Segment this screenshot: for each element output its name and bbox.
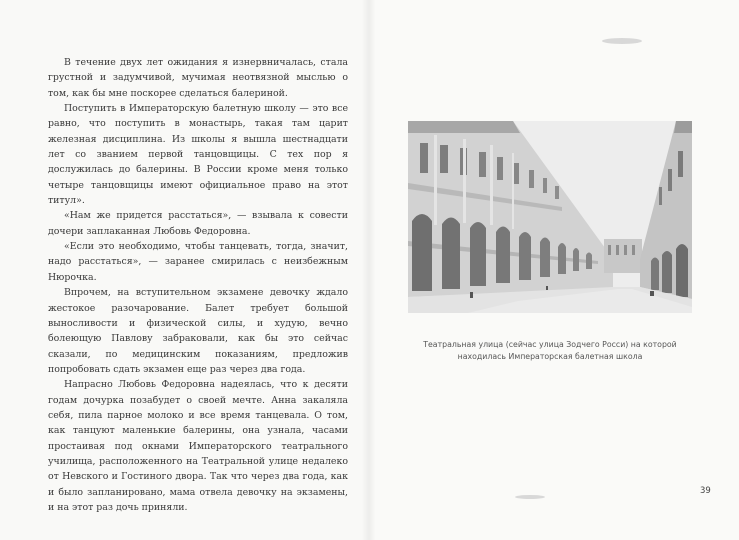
paragraph: Впрочем, на вступительном экзамене девочку ждало жестокое разочарование. Балет требует большой выносливости и физической силы, и худую, вечно болеющую Павлову забраковали, как бы это сейчас сказали, по медицинским показаниям, предложив попробовать сдать экзамен еще раз через два года. [48, 287, 348, 375]
scan-artifact [515, 495, 545, 499]
left-page [0, 0, 369, 540]
paragraph: «Нам же придется расстаться», — взывала к совести дочери заплаканная Любовь Федоровна. [48, 210, 348, 237]
paragraph: «Если это необходимо, чтобы танцевать, тогда, значит, надо расстаться», — заранее смирилась с неизбежным Нюрочка. [48, 241, 348, 283]
body-text [48, 55, 348, 515]
book-gutter [362, 0, 376, 540]
photo-caption: Театральная улица (сейчас улица Зодчего Росси) на которой находилась Императорская балетная школа [423, 340, 677, 361]
page-number: 39 [700, 486, 711, 496]
scan-artifact [602, 38, 642, 44]
paragraph: Поступить в Императорскую балетную школу — это все равно, что поступить в монастырь, такая там царит железная дисциплина. Из школы я вышла шестнадцати лет со званием первой танцовщицы. С тех пор я дослужилась до балерины. В России кроме меня только четыре танцовщицы имеют официальное право на этот титул». [48, 103, 348, 207]
paragraph: Напрасно Любовь Федоровна надеялась, что к десяти годам дочурка позабудет о своей мечте. Анна закаляла себя, пила парное молоко и все время танцевала. О том, как танцуют маленькие балерины, она узнала, часами простаивая под окнами Императорского театрального училища, расположенного на Театральной улице недалеко от Невского и Гостиного двора. Так что через два года, как и было запланировано, мама отвела девочку на экзамены, и на этот раз дочь приняли. [48, 379, 348, 513]
street-photo [408, 121, 692, 313]
street-photo-drawing [408, 121, 692, 313]
paragraph: В течение двух лет ожидания я изнервничалась, стала грустной и задумчивой, мучимая неотвязной мыслью о том, как бы мне поскорее сделаться балериной. [48, 57, 348, 99]
